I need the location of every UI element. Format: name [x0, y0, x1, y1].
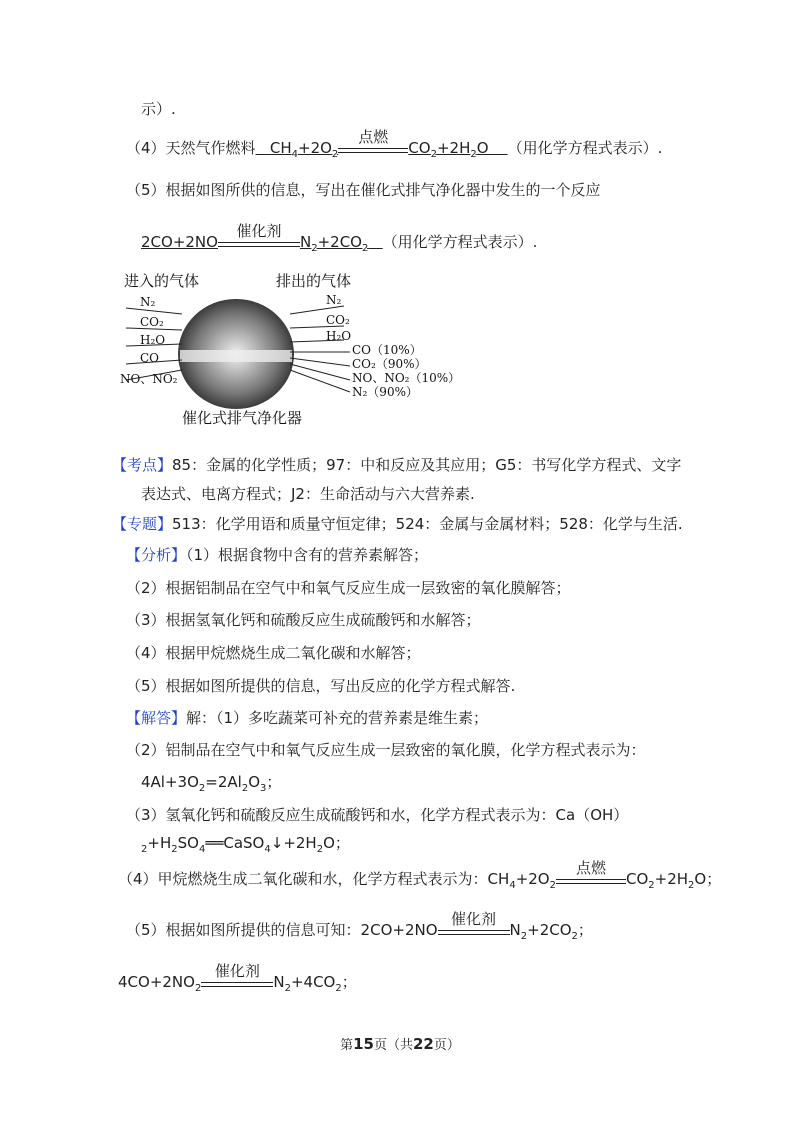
page-number: 15: [353, 1035, 374, 1053]
input-gas: CO₂: [140, 315, 164, 329]
jieda-a5-text: （5）根据如图所提供的信息可知：: [126, 921, 361, 939]
zhuanti-tag: 【专题】: [112, 515, 173, 533]
condition-label: 点燃: [358, 127, 389, 146]
q4-answer: $CH_4+2O_2$ 点燃 $CO_2+2H_2O$: [269, 127, 508, 160]
catalyst-sign: [218, 221, 300, 253]
jieda-a5: （5）根据如图所提供的信息可知：2CO+2NO 催化剂 $N_2+2CO_2$；: [126, 909, 593, 942]
fenxi: [126, 545, 428, 565]
jieda-a3: （3）氢氧化钙和硫酸反应生成硫酸钙和水，化学方程式表示为：Ca（OH）: [126, 806, 629, 824]
question-4: [126, 127, 663, 161]
output-gas: NO、NO₂（10%）: [352, 371, 461, 385]
output-gas: CO（10%）: [352, 343, 422, 357]
output-gas: CO₂（90%）: [352, 357, 427, 371]
fenxi-tag: 【分析】: [126, 546, 187, 564]
question-5: （5）根据如图所供的信息，写出在催化式排气净化器中发生的一个反应: [126, 181, 601, 199]
jieda-a4: （4）甲烷燃烧生成二氧化碳和水，化学方程式表示为：$CH_4+2O_2$ 点燃 $CO_2+2H_2O$；: [118, 858, 722, 891]
kaodian-tag: 【考点】: [112, 456, 173, 474]
kaodian: [112, 455, 681, 475]
q4-lhs: CH: [269, 139, 292, 157]
q4-rhs: CO: [408, 139, 431, 157]
in-label: 进入的气体: [124, 272, 200, 290]
output-gas: N₂（90%）: [352, 385, 418, 399]
kaodian-cont: 表达式、电离方程式；J2：生命活动与六大营养素.: [141, 485, 475, 503]
page-footer: 第15页（共22页）: [340, 1035, 460, 1053]
question-5-answer: 2CO+2NO 催化剂 $N_2+2CO_2$ （用化学方程式表示）.: [141, 221, 538, 254]
page-total: 22: [413, 1035, 434, 1053]
equation-ca: $_2+H_2SO_4══CaSO_4↓+2H_2O$；: [141, 834, 350, 855]
fenxi-item: （4）根据甲烷燃烧生成二氧化碳和水解答；: [126, 644, 421, 662]
input-gas: N₂: [140, 295, 156, 309]
equation-al: $4Al+3O_2=2Al_2O_3$；: [141, 773, 282, 794]
catalyst-sign: [438, 909, 510, 941]
input-gas: CO: [140, 351, 160, 365]
jieda-a6: $4CO+2NO_2$ 催化剂 $N_2+4CO_2$；: [118, 961, 357, 994]
fenxi-item: （5）根据如图所提供的信息，写出反应的化学方程式解答.: [126, 677, 516, 695]
q5-rhs: N: [299, 233, 312, 251]
fenxi-item: （1）根据食物中含有的营养素解答；: [186, 546, 429, 564]
jieda-a4-text: （4）甲烷燃烧生成二氧化碳和水，化学方程式表示为：: [118, 870, 488, 888]
ignite-sign: [338, 127, 408, 159]
condition-label: 点燃: [575, 858, 606, 877]
q4-suffix: （用化学方程式表示）.: [507, 139, 663, 157]
jieda-tag: 【解答】: [126, 709, 187, 727]
out-label: 排出的气体: [276, 272, 352, 290]
text-line: 示）.: [141, 100, 176, 118]
fenxi-item: （3）根据氢氧化钙和硫酸反应生成硫酸钙和水解答；: [126, 611, 481, 629]
input-gas: H₂O: [140, 333, 166, 347]
input-gas: NO、NO₂: [120, 372, 178, 386]
q5-lhs: 2CO+2NO: [141, 233, 218, 251]
jieda-text: 解：（1）多吃蔬菜可补充的营养素是维生素；: [186, 709, 489, 727]
q4-prefix: （4）天然气作燃料: [126, 139, 256, 157]
ignite-sign: [556, 858, 626, 890]
condition-label: 催化剂: [236, 221, 282, 240]
kaodian-text: 85：金属的化学性质；97：中和反应及其应用；G5：书写化学方程式、文字: [172, 456, 682, 474]
condition-label: 催化剂: [451, 909, 497, 928]
a6-lhs: 4CO+2NO: [118, 973, 195, 991]
output-gas: H₂O: [326, 329, 352, 343]
catalyst-sign: [201, 961, 273, 993]
output-gas: N₂: [326, 293, 342, 307]
output-gas: CO₂: [326, 313, 350, 327]
figure-caption: 催化式排气净化器: [182, 409, 303, 427]
jieda: [126, 708, 488, 728]
condition-label: 催化剂: [214, 961, 260, 980]
fenxi-item: （2）根据铝制品在空气中和氧气反应生成一层致密的氧化膜解答；: [126, 579, 571, 597]
q5-suffix: （用化学方程式表示）.: [382, 233, 538, 251]
jieda-a2: （2）铝制品在空气中和氧气反应生成一层致密的氧化膜，化学方程式表示为：: [126, 741, 646, 759]
catalytic-converter-figure: [118, 270, 468, 430]
zhuanti-text: 513：化学用语和质量守恒定律；524：金属与金属材料；528：化学与生活.: [172, 515, 683, 533]
zhuanti: [112, 514, 683, 534]
